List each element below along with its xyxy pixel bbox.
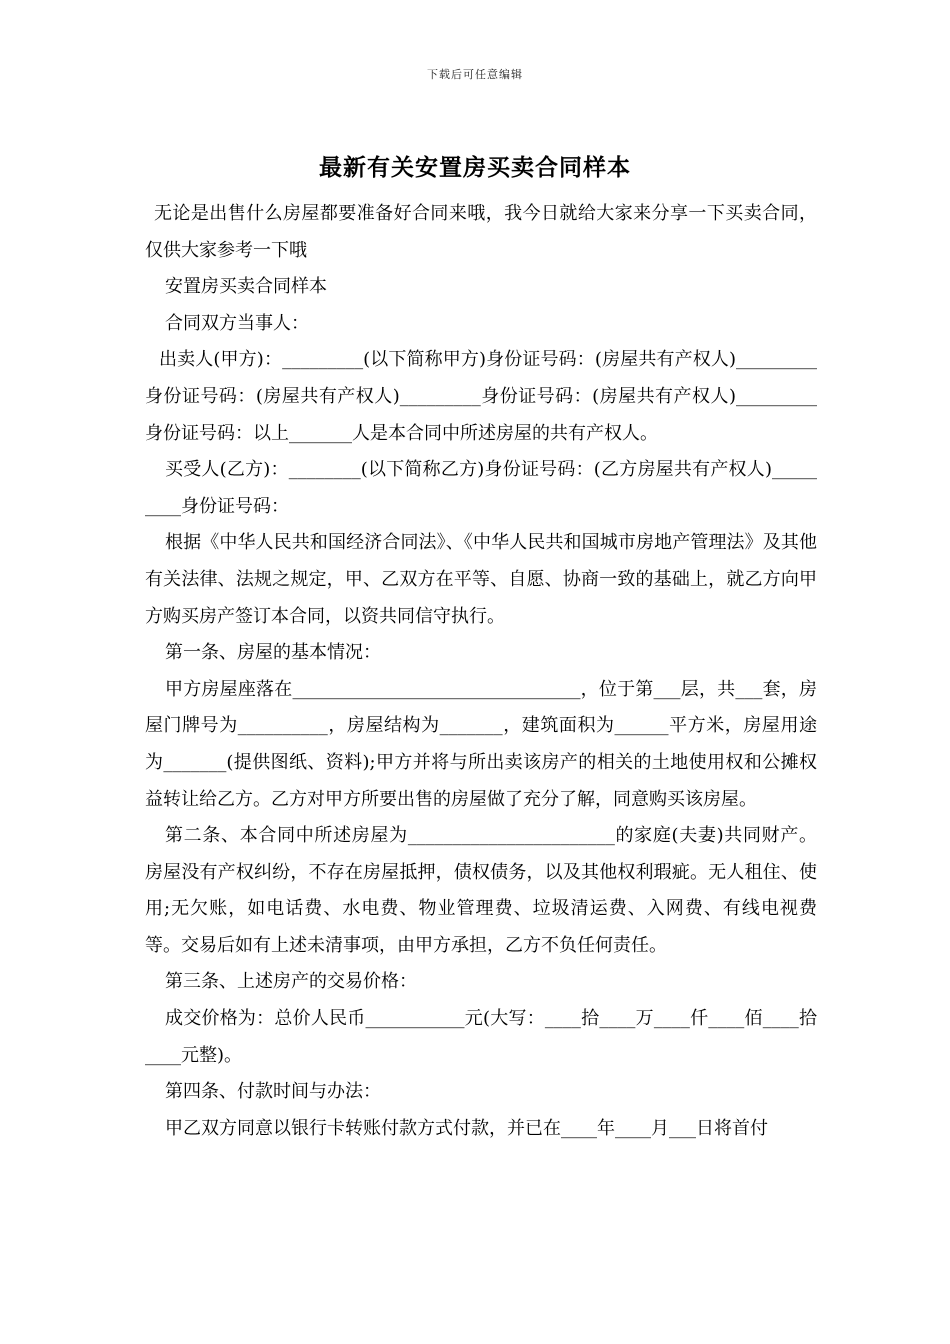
article-4-heading: 第四条、付款时间与办法： [165,1081,381,1103]
intro-paragraph: 无论是出售什么房屋都要准备好合同来哦，我今日就给大家来分享一下买卖合同，仅供大家参考一下哦 [145,203,817,261]
contract-subtitle: 安置房买卖合同样本 [165,276,327,298]
article-4-paragraph: 甲乙双方同意以银行卡转账付款方式付款，并已在____年____月___日将首付 [165,1117,768,1139]
article-2-paragraph: 第二条、本合同中所述房屋为_______________________的家庭(夫妻)共同财产。房屋没有产权纠纷，不存在房屋抵押，债权债务，以及其他权利瑕疵。无人租住、使用;无欠账，如电话费、水电费、物业管理费、垃圾清运费、入网费、有线电视费等。交易后如有上述未清事项，由甲方承担，乙方不负任何责任。 [145,825,817,956]
article-3-paragraph: 成交价格为：总价人民币___________元(大写：____拾____万____仟____佰____拾____元整)。 [145,1008,817,1066]
header-note: 下载后可任意编辑 [427,68,523,81]
seller-paragraph: 出卖人(甲方)：_________(以下简称甲方)身份证号码：(房屋共有产权人)_________身份证号码：(房屋共有产权人)_________身份证号码：(房屋共有产权人)_________身份证号码：以上_______人是本合同中所述房屋的共有产权人。 [145,349,817,444]
article-3-heading: 第三条、上述房产的交易价格： [165,971,417,993]
article-1-paragraph: 甲方房屋座落在________________________________，位于第___层，共___套，房屋门牌号为__________，房屋结构为_______，建筑面积为______平方米，房屋用途为_______(提供图纸、资料);甲方并将与所出卖该房产的相关的土地使用权和公摊权益转让给乙方。乙方对甲方所要出售的房屋做了充分了解，同意购买该房屋。 [145,678,817,810]
document-title: 最新有关安置房买卖合同样本 [319,154,631,181]
parties-heading: 合同双方当事人： [165,312,309,334]
legal-basis-paragraph: 根据《中华人民共和国经济合同法》、《中华人民共和国城市房地产管理法》及其他有关法律、法规之规定，甲、乙双方在平等、自愿、协商一致的基础上，就乙方向甲方购买房产签订本合同，以资共同信守执行。 [145,532,817,627]
buyer-paragraph: 买受人(乙方)：________(以下简称乙方)身份证号码：(乙方房屋共有产权人)_________身份证号码： [145,459,817,517]
article-1-heading: 第一条、房屋的基本情况： [165,642,381,664]
document-body [145,196,817,1147]
